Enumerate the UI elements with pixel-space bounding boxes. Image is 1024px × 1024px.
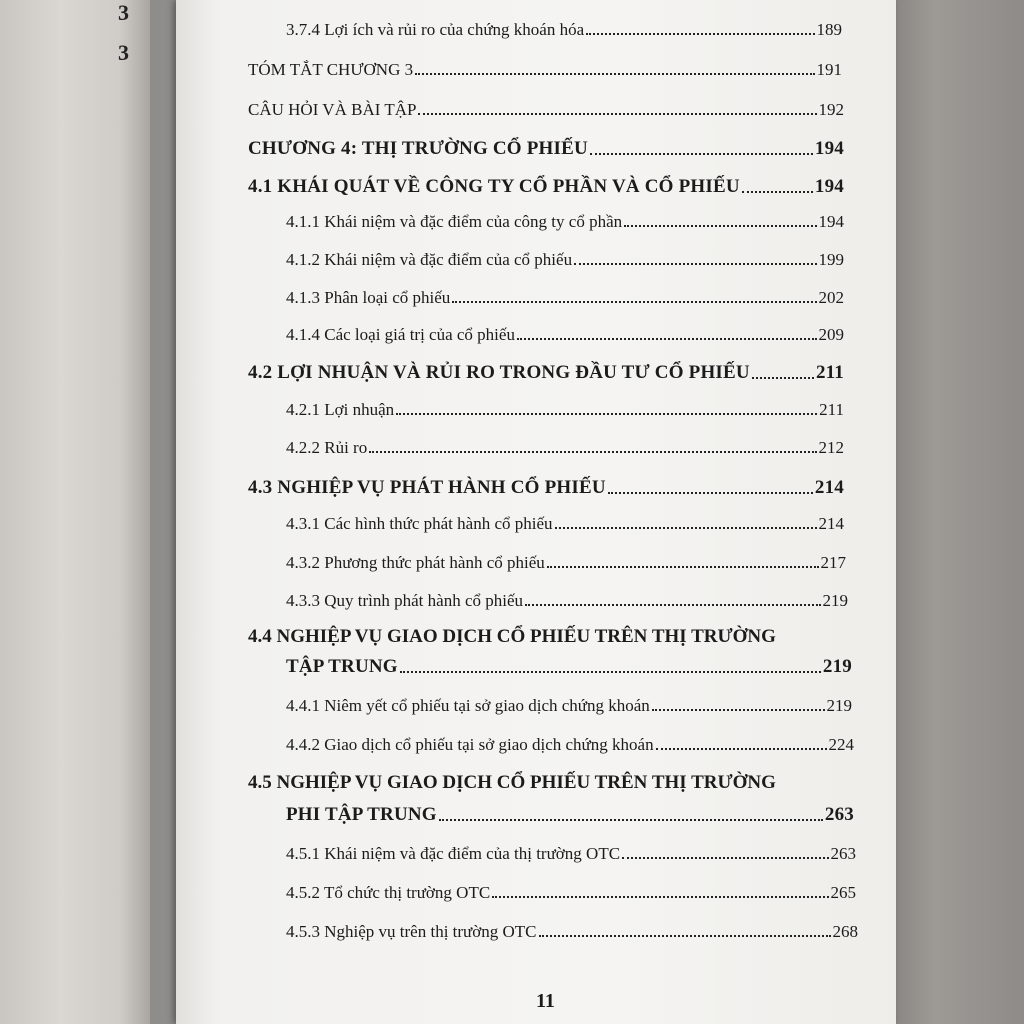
dot-leader bbox=[656, 748, 827, 750]
toc-entry-page: 268 bbox=[832, 922, 858, 941]
toc-entry-label: PHI TẬP TRUNG bbox=[286, 804, 437, 825]
toc-entry-label: CHƯƠNG 4: THỊ TRƯỜNG CỔ PHIẾU bbox=[248, 138, 588, 159]
toc-section-entry-line1: 4.4 NGHIỆP VỤ GIAO DỊCH CỔ PHIẾU TRÊN THỊ TRƯỜNG bbox=[248, 626, 776, 647]
toc-entry-label: 4.5.3 Nghiệp vụ trên thị trường OTC bbox=[286, 922, 537, 941]
toc-entry[interactable] bbox=[286, 250, 844, 270]
toc-entry-label: 4.4.2 Giao dịch cổ phiếu tại sở giao dịch chứng khoán bbox=[286, 735, 654, 754]
toc-entry[interactable] bbox=[286, 400, 844, 420]
dot-leader bbox=[369, 451, 816, 453]
toc-section-entry[interactable] bbox=[248, 176, 844, 198]
toc-entry-page: 214 bbox=[818, 514, 844, 533]
toc-section-entry[interactable] bbox=[286, 804, 854, 826]
toc-entry-label: 4.3.3 Quy trình phát hành cổ phiếu bbox=[286, 591, 524, 610]
toc-page bbox=[176, 0, 896, 1024]
toc-entry-label: 3.7.4 Lợi ích và rủi ro của chứng khoán hóa bbox=[286, 20, 585, 39]
toc-entry[interactable] bbox=[286, 288, 844, 308]
toc-entry-page: 211 bbox=[819, 400, 844, 419]
dot-leader bbox=[752, 377, 814, 379]
toc-entry-label: 4.1.2 Khái niệm và đặc điểm của cổ phiếu bbox=[286, 250, 573, 269]
toc-entry-label: 4.3.1 Các hình thức phát hành cổ phiếu bbox=[286, 514, 553, 533]
toc-entry-label: 4.1.1 Khái niệm và đặc điểm của công ty cổ phần bbox=[286, 212, 623, 231]
toc-entry-page: 263 bbox=[824, 804, 854, 825]
toc-entry[interactable] bbox=[248, 100, 844, 120]
toc-entry-label: 4.3.2 Phương thức phát hành cổ phiếu bbox=[286, 553, 545, 572]
toc-entry-label: TẬP TRUNG bbox=[286, 656, 398, 677]
background-right bbox=[896, 0, 1024, 1024]
page-number: 11 bbox=[536, 990, 555, 1012]
toc-section-entry[interactable] bbox=[248, 477, 844, 499]
toc-entry-page: 217 bbox=[820, 553, 846, 572]
toc-entry[interactable] bbox=[286, 922, 858, 942]
toc-entry-page: 194 bbox=[814, 176, 844, 197]
toc-entry-label: 4.3 NGHIỆP VỤ PHÁT HÀNH CỔ PHIẾU bbox=[248, 477, 606, 498]
dot-leader bbox=[608, 492, 813, 494]
previous-page-edge bbox=[0, 0, 150, 1024]
dot-leader bbox=[555, 527, 817, 529]
toc-entry-label: 4.4.1 Niêm yết cổ phiếu tại sở giao dịch chứng khoán bbox=[286, 696, 650, 715]
dot-leader bbox=[439, 819, 823, 821]
toc-entry[interactable] bbox=[286, 20, 842, 40]
toc-entry-page: 199 bbox=[818, 250, 844, 269]
dot-leader bbox=[547, 566, 819, 568]
toc-section-entry-line1: 4.5 NGHIỆP VỤ GIAO DỊCH CỔ PHIẾU TRÊN THỊ TRƯỜNG bbox=[248, 772, 776, 793]
toc-entry-page: 263 bbox=[830, 844, 856, 863]
toc-section-entry[interactable] bbox=[248, 362, 844, 384]
side-mark-second: 3 bbox=[118, 40, 129, 65]
toc-entry[interactable] bbox=[286, 696, 852, 716]
toc-entry[interactable] bbox=[286, 844, 856, 864]
toc-entry-label: 4.1.3 Phân loại cổ phiếu bbox=[286, 288, 451, 307]
toc-entry[interactable] bbox=[286, 591, 848, 611]
side-mark-top: 3 bbox=[118, 0, 129, 25]
toc-entry-page: 224 bbox=[828, 735, 854, 754]
dot-leader bbox=[652, 709, 825, 711]
toc-entry-label: 4.1.4 Các loại giá trị của cổ phiếu bbox=[286, 325, 515, 344]
dot-leader bbox=[517, 338, 817, 340]
dot-leader bbox=[586, 33, 814, 35]
toc-entry-page: 211 bbox=[815, 362, 844, 383]
toc-entry-label: 4.5.1 Khái niệm và đặc điểm của thị trường OTC bbox=[286, 844, 621, 863]
dot-leader bbox=[492, 896, 828, 898]
dot-leader bbox=[452, 301, 816, 303]
dot-leader bbox=[525, 604, 820, 606]
toc-entry-page: 214 bbox=[814, 477, 844, 498]
toc-entry-label: 4.5.2 Tổ chức thị trường OTC bbox=[286, 883, 491, 902]
dot-leader bbox=[624, 225, 816, 227]
toc-entry-page: 212 bbox=[818, 438, 844, 457]
toc-entry-page: 191 bbox=[816, 60, 842, 79]
toc-entry-page: 192 bbox=[818, 100, 844, 119]
toc-entry[interactable] bbox=[286, 438, 844, 458]
dot-leader bbox=[400, 671, 821, 673]
toc-entry[interactable] bbox=[286, 514, 844, 534]
toc-entry[interactable] bbox=[286, 883, 856, 903]
dot-leader bbox=[396, 413, 817, 415]
dot-leader bbox=[622, 857, 828, 859]
toc-entry-label: 4.2.2 Rủi ro bbox=[286, 438, 368, 457]
toc-entry-label: 4.1 KHÁI QUÁT VỀ CÔNG TY CỔ PHẦN VÀ CỔ PHIẾU bbox=[248, 176, 740, 197]
dot-leader bbox=[539, 935, 831, 937]
toc-entry-label: 4.2.1 Lợi nhuận bbox=[286, 400, 395, 419]
dot-leader bbox=[590, 153, 813, 155]
toc-entry-page: 219 bbox=[826, 696, 852, 715]
toc-entry-page: 202 bbox=[818, 288, 844, 307]
toc-entry-page: 265 bbox=[830, 883, 856, 902]
toc-entry[interactable] bbox=[286, 212, 844, 232]
toc-entry-label: 4.2 LỢI NHUẬN VÀ RỦI RO TRONG ĐẦU TƯ CỔ PHIẾU bbox=[248, 362, 750, 383]
toc-entry[interactable] bbox=[248, 60, 842, 80]
toc-entry-page: 219 bbox=[822, 656, 852, 677]
toc-chapter-entry[interactable] bbox=[248, 138, 844, 160]
toc-section-entry[interactable] bbox=[286, 656, 852, 678]
toc-entry-page: 209 bbox=[818, 325, 844, 344]
toc-entry[interactable] bbox=[286, 325, 844, 345]
toc-entry-page: 189 bbox=[816, 20, 842, 39]
toc-entry-page: 194 bbox=[814, 138, 844, 159]
toc-entry-page: 219 bbox=[822, 591, 848, 610]
dot-leader bbox=[574, 263, 816, 265]
dot-leader bbox=[415, 73, 814, 75]
toc-entry-label: TÓM TẮT CHƯƠNG 3 bbox=[248, 60, 414, 79]
toc-entry-label: CÂU HỎI VÀ BÀI TẬP bbox=[248, 100, 417, 119]
toc-entry[interactable] bbox=[286, 553, 846, 573]
toc-entry-page: 194 bbox=[818, 212, 844, 231]
toc-entry[interactable] bbox=[286, 735, 854, 755]
dot-leader bbox=[418, 113, 816, 115]
dot-leader bbox=[742, 191, 813, 193]
